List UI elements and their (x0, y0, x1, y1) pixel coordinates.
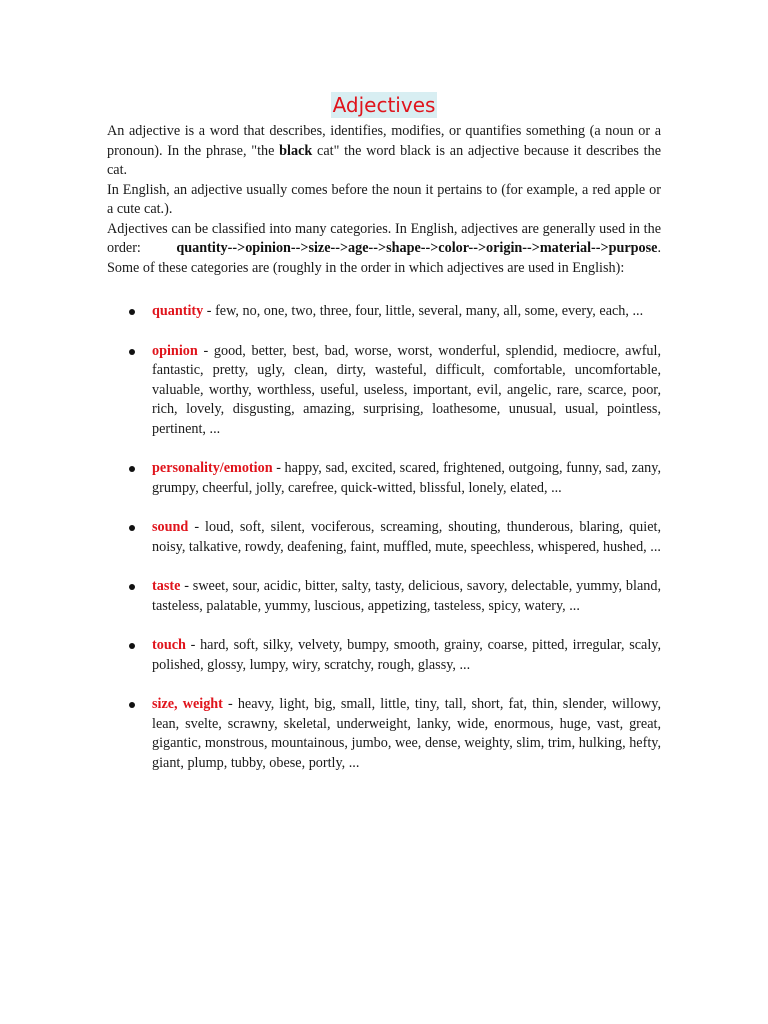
category-name: sound (152, 519, 189, 535)
intro-paragraph-3 (107, 220, 661, 279)
list-item (107, 459, 661, 498)
bullet-icon (129, 584, 135, 590)
category-name: size, weight (152, 696, 223, 712)
list-item (107, 636, 661, 675)
bullet-icon (129, 702, 135, 708)
bullet-icon (129, 643, 135, 649)
intro-p1-text-a: An adjective is a word that describes, identifies, modifies, or quantifies something (a noun or a pronoun). In the phrase, "the (107, 123, 661, 159)
category-words: - sweet, sour, acidic, bitter, salty, tasty, delicious, savory, delectable, yummy, bland, tasteless, palatable, yummy, luscious, appetizing, tasteless, spicy, watery, ... (152, 578, 661, 614)
intro-p1-bold: black (279, 142, 313, 159)
list-item (107, 518, 661, 557)
intro-p1-text-b: cat" the word black is an adjective because it describes the cat. (107, 142, 661, 178)
category-words: - few, no, one, two, three, four, little, several, many, all, some, every, each, ... (203, 303, 644, 319)
category-name: taste (152, 578, 181, 594)
intro-p3-text-a: Adjectives can be classified into many categories. In English, adjectives are generally used in the order: (107, 220, 661, 256)
list-item (107, 342, 661, 440)
intro-paragraph-1 (107, 122, 661, 181)
bullet-icon (129, 466, 135, 472)
list-item (107, 695, 661, 773)
intro-paragraph-2: In English, an adjective usually comes before the noun it pertains to (for example, a red apple or a cute cat.). (107, 181, 661, 217)
category-words: - hard, soft, silky, velvety, bumpy, smooth, grainy, coarse, pitted, irregular, scaly, polished, glossy, lumpy, wiry, scratchy, rough, glassy, ... (152, 637, 661, 673)
category-words: - good, better, best, bad, worse, worst, wonderful, splendid, mediocre, awful, fantastic, pretty, ugly, clean, dirty, wasteful, difficult, comfortable, uncomfortable, valuable, worthy, worthless, useful, useless, important, evil, angelic, rare, scarce, poor, rich, lovely, disgusting, amazing, surprising, loathesome, unusual, usual, pointless, pertinent, ... (152, 342, 661, 437)
list-item (107, 577, 661, 616)
category-name: touch (152, 637, 186, 653)
title-wrap (107, 92, 661, 122)
category-words: - happy, sad, excited, scared, frightened, outgoing, funny, sad, zany, grumpy, cheerful, jolly, carefree, quick-witted, blissful, lonely, elated, ... (152, 460, 661, 496)
bullet-icon (129, 309, 135, 315)
category-list (107, 302, 661, 773)
document-page (107, 0, 661, 793)
intro-p3-text-b: . Some of these categories are (roughly in the order in which adjectives are used in English): (107, 240, 661, 276)
list-item (107, 302, 661, 322)
category-name: quantity (152, 303, 204, 319)
bullet-icon (129, 525, 135, 531)
category-words: - loud, soft, silent, vociferous, screaming, shouting, thunderous, blaring, quiet, noisy, talkative, rowdy, deafening, faint, muffled, mute, speechless, whispered, hushed, ... (152, 519, 661, 555)
adjective-order: quantity-->opinion-->size-->age-->shape-->color-->origin-->material-->purpose (176, 240, 658, 256)
category-name: opinion (152, 342, 198, 359)
page-title: Adjectives (332, 93, 436, 117)
category-words: - heavy, light, big, small, little, tiny, tall, short, fat, thin, slender, willowy, lean, svelte, scrawny, skeletal, underweight, lanky, wide, enormous, huge, vast, great, gigantic, monstrous, mountainous, jumbo, wee, dense, weighty, slim, trim, hulking, hefty, giant, plump, tubby, obese, portly, ... (152, 696, 661, 771)
bullet-icon (129, 349, 135, 355)
category-name: personality/emotion (152, 460, 273, 476)
